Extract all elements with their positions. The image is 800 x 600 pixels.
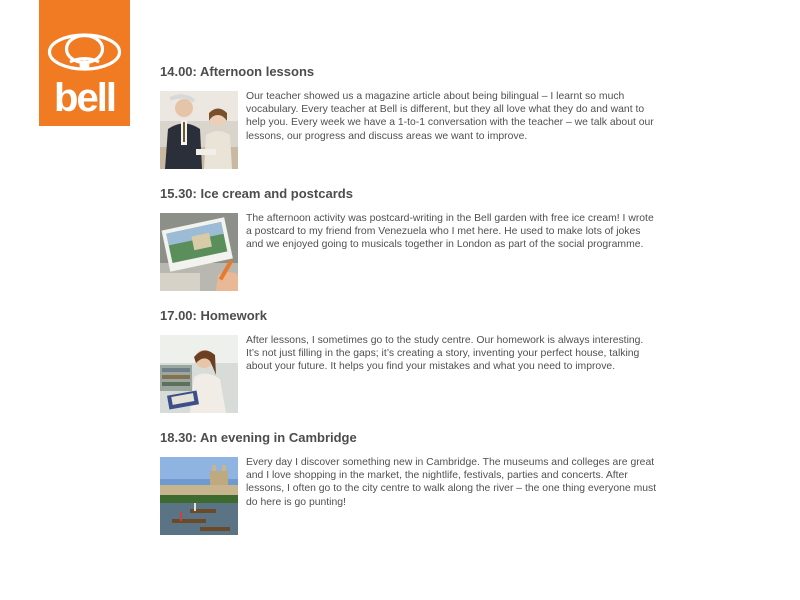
cambridge-punting-photo xyxy=(160,457,238,535)
section-homework xyxy=(160,308,660,373)
section-ice-cream-postcards xyxy=(160,186,660,251)
section-text: After lessons, I sometimes go to the study centre. Our homework is always interesting. It’s not just filling in the gaps; it’s creating a story, inventing your perfect house, talking about your future. It helps you find your mistakes and what you need to improve. xyxy=(246,335,644,373)
section-text: The afternoon activity was postcard-writing in the Bell garden with free ice cream! I wrote a postcard to my friend from Venezuela who I met here. He used to make lots of jokes and we enjoyed going to musicals together in London as part of the social programme. xyxy=(246,213,654,251)
section-evening-cambridge xyxy=(160,430,660,508)
bell-logo xyxy=(39,0,130,126)
section-text: Our teacher showed us a magazine article about being bilingual – I learnt so much vocabulary. Every teacher at Bell is different, but they all love what they do and want to help you. Every week we have a 1-to-1 conversation with the teacher – we talk about our lessons, our progress and discuss areas we want to improve. xyxy=(246,91,654,142)
section-title: 14.00: Afternoon lessons xyxy=(160,64,315,79)
section-text: Every day I discover something new in Cambridge. The museums and colleges are great and I love shopping in the market, the nightlife, festivals, parties and concerts. After lessons, I often go to the city centre to walk along the river – the one thing everyone must do here is go punting! xyxy=(246,457,657,508)
logo-wordmark: bell xyxy=(54,76,115,120)
section-title: 15.30: Ice cream and postcards xyxy=(160,186,353,201)
teacher-and-student-photo xyxy=(160,91,238,169)
section-afternoon-lessons xyxy=(160,64,660,142)
section-title: 18.30: An evening in Cambridge xyxy=(160,430,357,445)
postcard-writing-photo xyxy=(160,213,238,291)
section-title: 17.00: Homework xyxy=(160,308,267,323)
student-studying-photo xyxy=(160,335,238,413)
